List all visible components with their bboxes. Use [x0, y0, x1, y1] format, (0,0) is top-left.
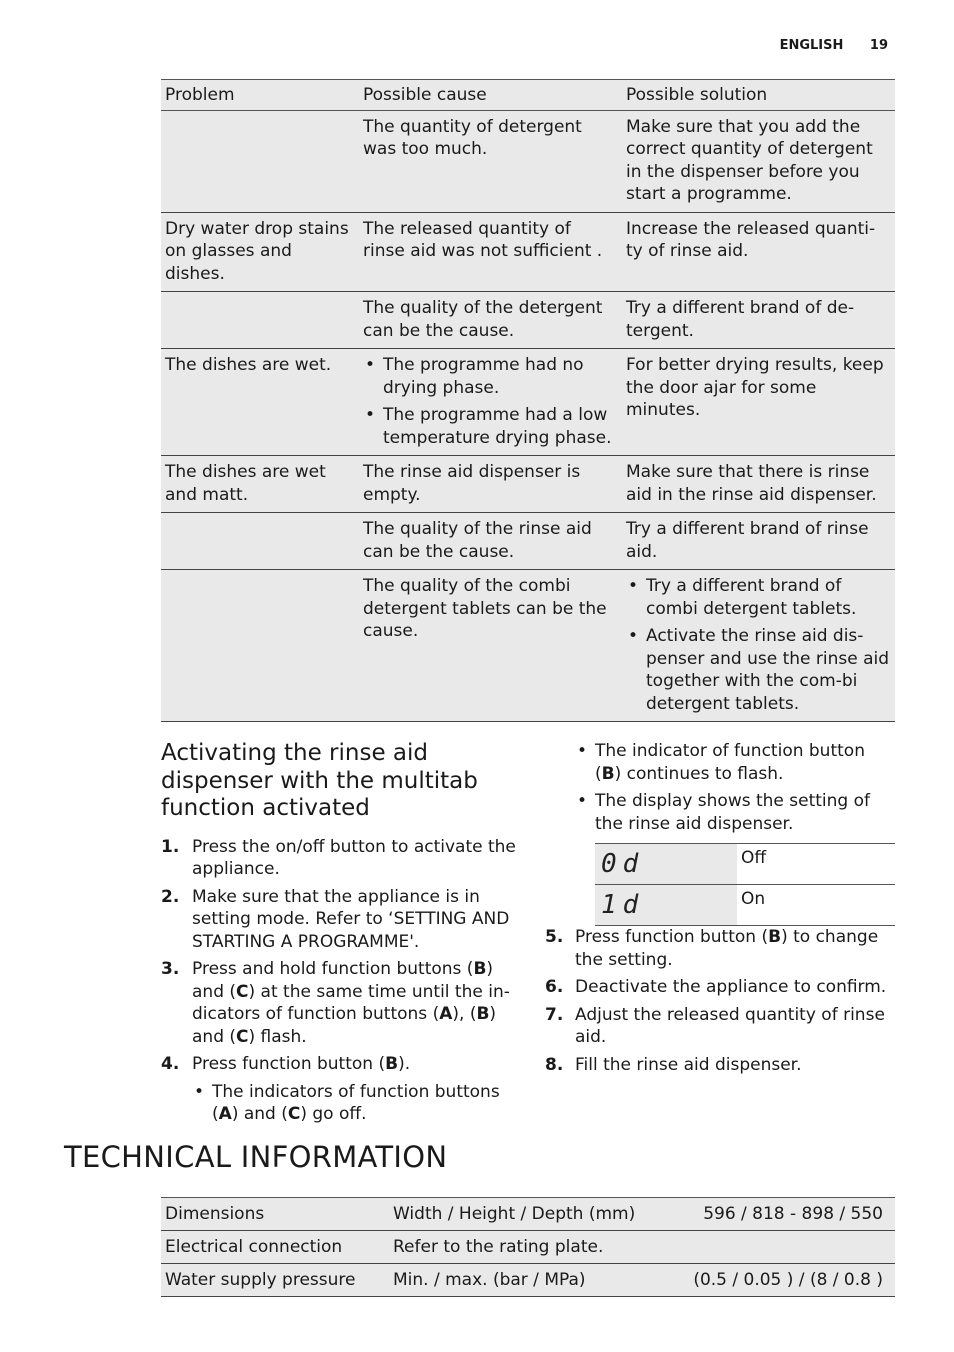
display-code-off: 0d [601, 849, 645, 879]
page-header [780, 38, 888, 53]
step-item [161, 1053, 521, 1126]
step-number: 6. [545, 977, 564, 997]
step-item [545, 976, 900, 999]
text-segment: Press the on/off button to activate the appliance. [192, 836, 516, 879]
solution-cell: Make sure that you add the correct quantity of detergent in the dispenser before you start a programme. [626, 116, 873, 204]
technical-information-title: TECHNICAL INFORMATION [64, 1140, 448, 1174]
tech-label: Water supply pressure [161, 1264, 389, 1297]
button-letter: B [473, 959, 487, 979]
table-row [161, 110, 895, 212]
table-row [161, 1264, 895, 1297]
text-segment: Press function button ( [575, 927, 769, 947]
tech-value: 596 / 818 - 898 / 550 [687, 1198, 895, 1231]
tech-label: Electrical connection [161, 1231, 389, 1264]
step-number: 4. [161, 1054, 180, 1074]
header-problem: Problem [161, 80, 359, 111]
text-segment: ) to change the setting. [575, 927, 879, 970]
display-setting-table [595, 843, 895, 926]
table-row [161, 1198, 895, 1231]
step-number: 3. [161, 959, 180, 979]
problem-cell: Dry water drop stains on glasses and dishes. [161, 212, 359, 292]
right-column [575, 740, 895, 840]
text-segment: Make sure that the appliance is in setting mode. Refer to ‘SETTING AND STARTING A PROGRAMME'. [192, 886, 510, 952]
text-segment: The indicator of function button ( [595, 741, 865, 784]
table-row [161, 513, 895, 570]
result-bullets [575, 740, 895, 835]
text-segment: Deactivate the appliance to confirm. [575, 977, 887, 997]
step-number: 7. [545, 1004, 564, 1025]
page-number: 19 [869, 38, 888, 53]
list-item [575, 740, 895, 785]
button-letter: C [287, 1104, 301, 1124]
tech-spec: Min. / max. (bar / MPa) [389, 1264, 687, 1297]
display-row-on [595, 885, 895, 926]
cause-cell: The rinse aid dispenser is empty. [359, 456, 622, 513]
text-segment: Press function button ( [192, 1054, 386, 1074]
left-column [161, 740, 521, 1131]
cause-cell: The quality of the rinse aid can be the cause. [359, 513, 622, 570]
problem-cell [161, 570, 359, 722]
tech-label: Dimensions [161, 1198, 389, 1231]
button-letter: B [768, 927, 782, 947]
display-code-on: 1d [601, 890, 645, 920]
troubleshooting-table [161, 79, 895, 722]
cause-cell: The released quantity of rinse aid was not sufficient . [359, 212, 622, 292]
table-row [161, 292, 895, 349]
step-number: 8. [545, 1054, 564, 1075]
text-segment: ) flash. [248, 1026, 307, 1047]
table-row [161, 456, 895, 513]
cause-cell: The quality of the combi detergent tablets can be the cause. [359, 570, 622, 722]
cause-cell: The quality of the detergent can be the cause. [359, 292, 622, 349]
problem-cell: The dishes are wet. [161, 349, 359, 456]
tech-spec: Width / Height / Depth (mm) [389, 1198, 687, 1231]
solution-cell [622, 570, 895, 722]
solution-list [626, 575, 891, 715]
text-segment: ). [398, 1054, 411, 1074]
step-item [161, 886, 521, 954]
tech-value: (0.5 / 0.05 ) / (8 / 0.8 ) [687, 1264, 895, 1297]
text-segment: Fill the rinse aid dispenser. [575, 1054, 802, 1075]
list-item: • Activate the rinse aid dis-penser and use the rinse aid together with the com-bi detergent tablets. [626, 625, 891, 715]
solution-cell: Try a different brand of rinse aid. [622, 513, 895, 570]
table-row [161, 212, 895, 292]
technical-table [161, 1197, 895, 1297]
steps-list [161, 836, 521, 1126]
section-heading: Activating the rinse aid dispenser with the multitab function activated [161, 740, 478, 821]
text-segment: ) and ( [192, 959, 494, 1002]
text-segment: ) go off. [300, 1104, 367, 1124]
table-header-row [161, 80, 895, 111]
step-item [545, 1004, 900, 1049]
text-segment: ) continues to flash. [614, 763, 784, 784]
solution-cell: For better drying results, keep the door ajar for some minutes. [622, 349, 895, 456]
problem-cell [161, 513, 359, 570]
step-item [545, 926, 900, 971]
step-item [161, 958, 521, 1048]
cause-cell: The quantity of detergent was too much. [363, 116, 582, 159]
header-language: ENGLISH [779, 38, 844, 53]
list-item: • Try a different brand of combi detergent tablets. [626, 575, 891, 620]
table-row [161, 1231, 895, 1264]
table-row [161, 570, 895, 722]
header-solution: Possible solution [622, 80, 895, 111]
solution-cell: Make sure that there is rinse aid in the rinse aid dispenser. [622, 456, 895, 513]
display-label-off: Off [737, 844, 895, 885]
tech-spec: Refer to the rating plate. [389, 1231, 687, 1264]
text-segment: ) and ( [192, 1004, 497, 1047]
button-letter: B [385, 1054, 399, 1074]
tech-value [687, 1231, 895, 1264]
display-label-on: On [737, 885, 895, 926]
step-sub-bullets [192, 1081, 521, 1126]
step-number: 5. [545, 927, 564, 947]
step-item [545, 1054, 900, 1077]
problem-cell: The dishes are wet and matt. [161, 456, 359, 513]
text-segment: Adjust the released quantity of rinse aid. [575, 1004, 885, 1047]
list-item: • The programme had a low temperature drying phase. [363, 404, 618, 449]
text-segment: The indicators of function buttons ( [212, 1081, 500, 1124]
button-letter: B [476, 1004, 490, 1024]
display-row-off [595, 844, 895, 885]
button-letter: C [236, 1026, 249, 1047]
step-number: 1. [161, 836, 180, 857]
problem-cell [161, 292, 359, 349]
text-segment: ) at the same time until the in-dicators of function buttons ( [192, 981, 510, 1024]
list-item [575, 790, 895, 835]
text-segment: Press and hold function buttons ( [192, 959, 474, 979]
button-letter: A [439, 1004, 453, 1024]
problem-cell [161, 110, 359, 212]
cause-list [363, 354, 618, 449]
button-letter: C [236, 981, 249, 1002]
step-number: 2. [161, 886, 180, 907]
list-item [192, 1081, 521, 1126]
solution-cell: Increase the released quanti-ty of rinse aid. [622, 212, 895, 292]
solution-cell: Try a different brand of de-tergent. [622, 292, 895, 349]
table-row [161, 349, 895, 456]
text-segment: ), ( [452, 1004, 477, 1024]
cause-cell [359, 349, 622, 456]
text-segment: ) and ( [231, 1104, 288, 1124]
header-cause: Possible cause [359, 80, 622, 111]
steps-list-continued [545, 926, 900, 1081]
list-item: • The programme had no drying phase. [363, 354, 618, 399]
step-item [161, 836, 521, 881]
button-letter: A [218, 1104, 232, 1124]
text-segment: The display shows the setting of the rinse aid dispenser. [595, 791, 871, 834]
button-letter: B [601, 763, 615, 784]
